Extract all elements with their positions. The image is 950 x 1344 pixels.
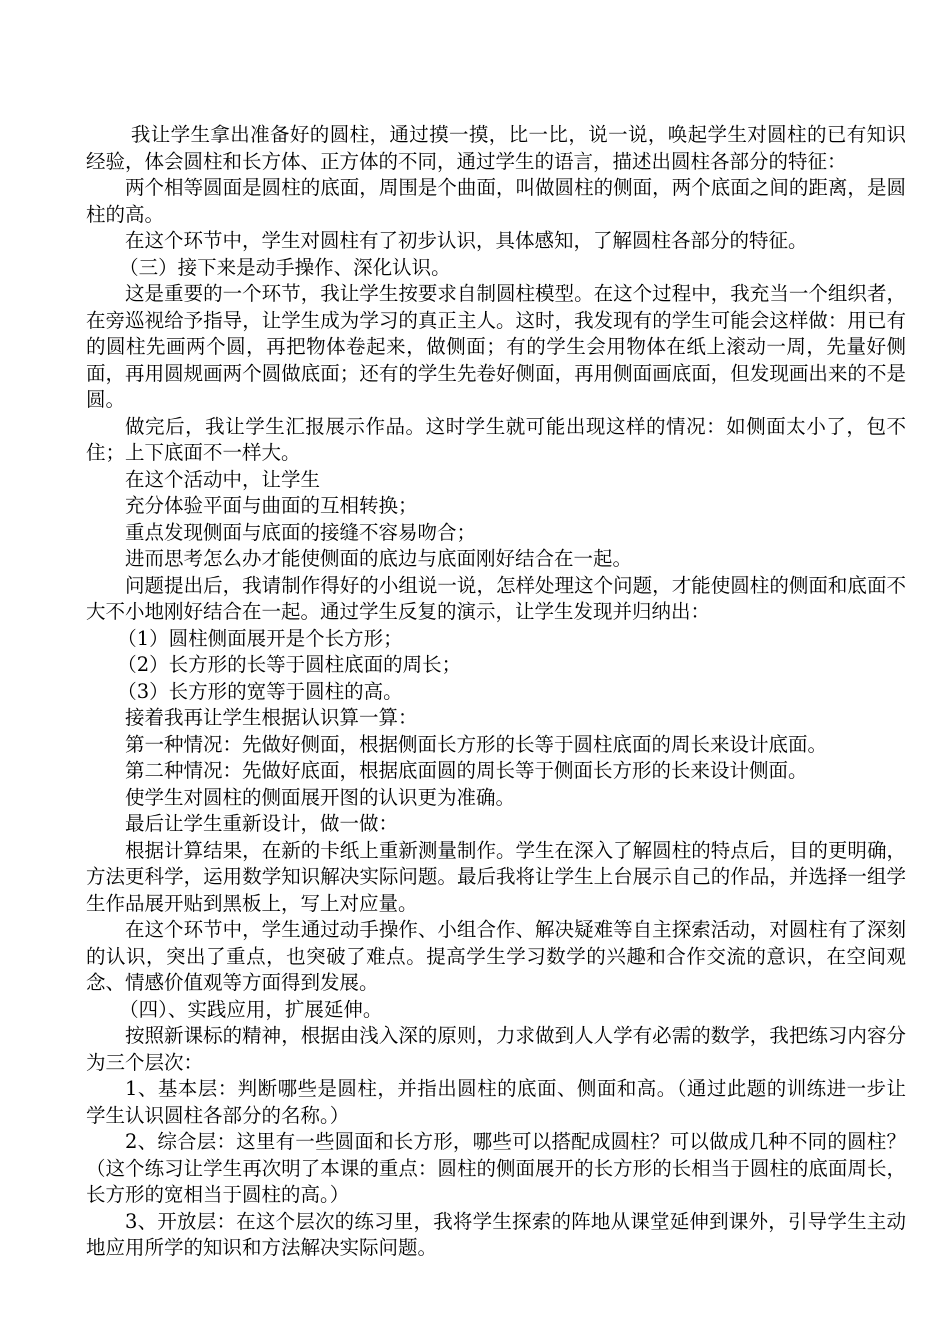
paragraph-level-comprehensive: 2、综合层：这里有一些圆面和长方形，哪些可以搭配成圆柱？可以做成几种不同的圆柱？（这个练习让学生再次明了本课的重点：圆柱的侧面展开的长方形的长相当于圆柱的底面周长，长方形的宽相当于圆柱的高。） [86,1130,906,1206]
paragraph-activity-point-3: 进而思考怎么办才能使侧面的底边与底面刚好结合在一起。 [125,547,633,570]
paragraph-case-two: 第二种情况：先做好底面，根据底面圆的周长等于侧面长方形的长来设计侧面。 [125,759,808,782]
list-item-2: （2）长方形的长等于圆柱底面的周长； [117,653,462,676]
paragraph-level-basic: 1、基本层：判断哪些是圆柱，并指出圆柱的底面、侧面和高。（通过此题的训练进一步让学生认识圆柱各部分的名称。） [86,1077,906,1127]
section-heading-four: （四）、实践应用，扩展延伸。 [119,997,383,1021]
paragraph-section-summary: 在这个环节中，学生通过动手操作、小组合作、解决疑难等自主探索活动，对圆柱有了深刻的认识，突出了重点，也突破了难点。提高学生学习数学的兴趣和合作交流的意识，在空间观念、情感价值观等方面得到发展。 [86,918,906,994]
paragraph-model-making: 这是重要的一个环节，我让学生按要求自制圆柱模型。在这个过程中，我充当一个组织者，在旁巡视给予指导，让学生成为学习的真正主人。这时，我发现有的学生可能会这样做：用已有的圆柱先画两个圆，再把物体卷起来，做侧面；有的学生会用物体在纸上滚动一周，先量好侧面，再用圆规画两个圆做底面；还有的学生先卷好侧面，再用侧面画底面，但发现画出来的不是圆。 [86,282,906,411]
paragraph-report-works: 做完后，我让学生汇报展示作品。这时学生就可能出现这样的情况：如侧面太小了，包不住；上下底面不一样大。 [86,414,906,464]
paragraph-activity-point-2: 重点发现侧面与底面的接缝不容易吻合； [125,520,477,544]
paragraph-intro: 我让学生拿出准备好的圆柱，通过摸一摸，比一比，说一说，唤起学生对圆柱的已有知识经验，体会圆柱和长方体、正方体的不同，通过学生的语言，描述出圆柱各部分的特征： [86,123,906,173]
paragraph-problem-discussion: 问题提出后，我请制作得好的小组说一说，怎样处理这个问题，才能使圆柱的侧面和底面不大不小地刚好结合在一起。通过学生反复的演示，让学生发现并归纳出： [86,573,906,623]
paragraph-cylinder-definition: 两个相等圆面是圆柱的底面，周围是个曲面，叫做圆柱的侧面，两个底面之间的距离，是圆柱的高。 [86,176,906,226]
paragraph-initial-understanding: 在这个环节中，学生对圆柱有了初步认识，具体感知，了解圆柱各部分的特征。 [125,229,808,252]
paragraph-level-open: 3、开放层：在这个层次的练习里，我将学生探索的阵地从课堂延伸到课外，引导学生主动地应用所学的知识和方法解决实际问题。 [86,1209,906,1259]
paragraph-redesign: 最后让学生重新设计，做一做： [125,812,399,835]
list-item-1: （1）圆柱侧面展开是个长方形； [117,626,403,650]
paragraph-case-one: 第一种情况：先做好侧面，根据侧面长方形的长等于圆柱底面的周长来设计底面。 [125,732,828,756]
paragraph-calculate: 接着我再让学生根据认识算一算： [125,706,418,729]
paragraph-accurate-understanding: 使学生对圆柱的侧面展开图的认识更为准确。 [125,785,516,809]
document-body [86,122,906,1262]
list-item-3: （3）长方形的宽等于圆柱的高。 [117,679,403,703]
section-heading-three: （三）接下来是动手操作、深化认识。 [119,255,451,279]
paragraph-practice-levels: 按照新课标的精神，根据由浅入深的原则，力求做到人人学有必需的数学，我把练习内容分为三个层次： [86,1024,906,1074]
paragraph-remake: 根据计算结果，在新的卡纸上重新测量制作。学生在深入了解圆柱的特点后，目的更明确，方法更科学，运用数学知识解决实际问题。最后我将让学生上台展示自己的作品，并选择一组学生作品展开贴到黑板上，写上对应量。 [86,838,906,915]
paragraph-activity-intro: 在这个活动中，让学生 [125,467,321,491]
paragraph-activity-point-1: 充分体验平面与曲面的互相转换； [125,494,418,517]
